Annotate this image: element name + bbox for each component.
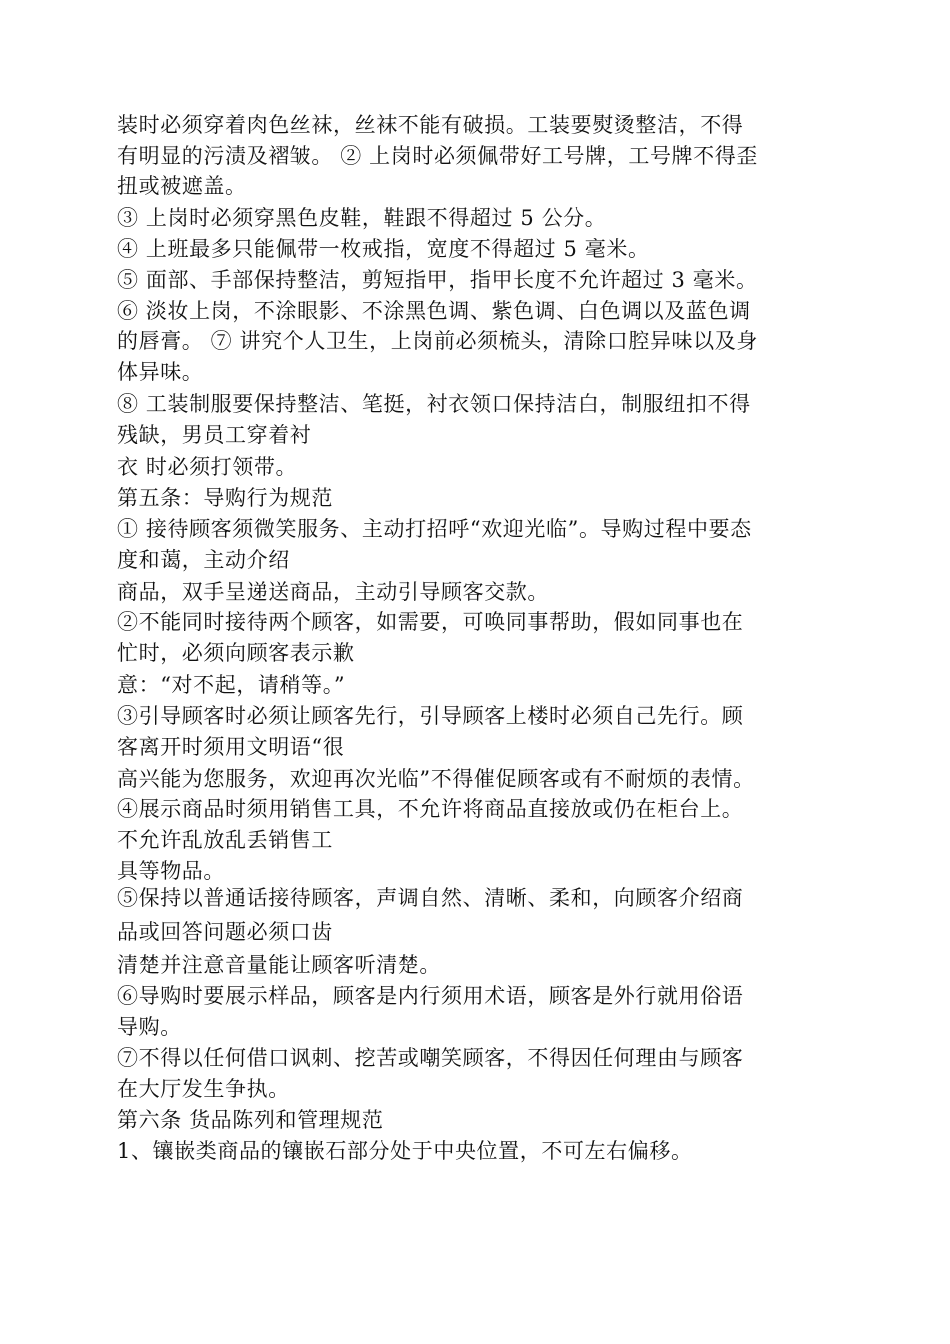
text-line: 导购。 [117, 1015, 182, 1039]
text-line: ⑧ 工装制服要保持整洁、笔挺，衬衣领口保持洁白，制服纽扣不得 [117, 392, 751, 416]
text-line: 不允许乱放乱丢销售工 [117, 828, 333, 852]
text-line: 扭或被遮盖。 [117, 174, 247, 198]
text-line: ④展示商品时须用销售工具，不允许将商品直接放或仍在柜台上。 [117, 797, 744, 821]
text-line: ⑥导购时要展示样品，顾客是内行须用术语，顾客是外行就用俗语 [117, 984, 744, 1008]
text-line: 客离开时须用文明语“很 [117, 735, 345, 759]
text-line: ⑤ 面部、手部保持整洁，剪短指甲，指甲长度不允许超过 3 毫米。 [117, 268, 758, 292]
text-line: 具等物品。 [117, 859, 225, 883]
text-line: 高兴能为您服务，欢迎再次光临”不得催促顾客或有不耐烦的表情。 [117, 767, 755, 791]
text-line: ⑦不得以任何借口讽刺、挖苦或嘲笑顾客，不得因任何理由与顾客 [117, 1046, 744, 1070]
text-line: 1、镶嵌类商品的镶嵌石部分处于中央位置，不可左右偏移。 [117, 1139, 693, 1163]
text-line: ②不能同时接待两个顾客，如需要，可唤同事帮助，假如同事也在 [117, 610, 744, 634]
text-line: 忙时，必须向顾客表示歉 [117, 641, 355, 665]
text-line: ① 接待顾客须微笑服务、主动打招呼“欢迎光临”。导购过程中要态 [117, 517, 752, 541]
text-line: 清楚并注意音量能让顾客听清楚。 [117, 953, 441, 977]
text-line: ⑥ 淡妆上岗，不涂眼影、不涂黑色调、紫色调、白色调以及蓝色调 [117, 299, 751, 323]
text-line: 体异味。 [117, 360, 204, 384]
text-line: ⑤保持以普通话接待顾客，声调自然、清晰、柔和，向顾客介绍商 [117, 886, 744, 910]
text-line: 装时必须穿着肉色丝袜，丝袜不能有破损。工装要熨烫整洁，不得 [117, 113, 744, 137]
text-line: 品或回答问题必须口齿 [117, 920, 333, 944]
text-line: ③引导顾客时必须让顾客先行，引导顾客上楼时必须自己先行。顾 [117, 704, 744, 728]
text-line: 衣 时必须打领带。 [117, 455, 298, 479]
text-line: 意：“对不起，请稍等。” [117, 673, 346, 697]
text-line: 残缺，男员工穿着衬 [117, 423, 312, 447]
text-line: ③ 上岗时必须穿黑色皮鞋，鞋跟不得超过 5 公分。 [117, 206, 607, 230]
text-line: 有明显的污渍及褶皱。 ② 上岗时必须佩带好工号牌，工号牌不得歪 [117, 144, 758, 168]
section-heading: 第六条 货品陈列和管理规范 [117, 1108, 384, 1132]
section-heading: 第五条：导购行为规范 [117, 486, 333, 510]
text-line: 商品，双手呈递送商品，主动引导顾客交款。 [117, 580, 549, 604]
text-line: 的唇膏。 ⑦ 讲究个人卫生，上岗前必须梳头，清除口腔异味以及身 [117, 329, 758, 353]
text-line: ④ 上班最多只能佩带一枚戒指，宽度不得超过 5 毫米。 [117, 237, 650, 261]
text-line: 在大厅发生争执。 [117, 1077, 290, 1101]
text-line: 度和蔼，主动介绍 [117, 548, 290, 572]
